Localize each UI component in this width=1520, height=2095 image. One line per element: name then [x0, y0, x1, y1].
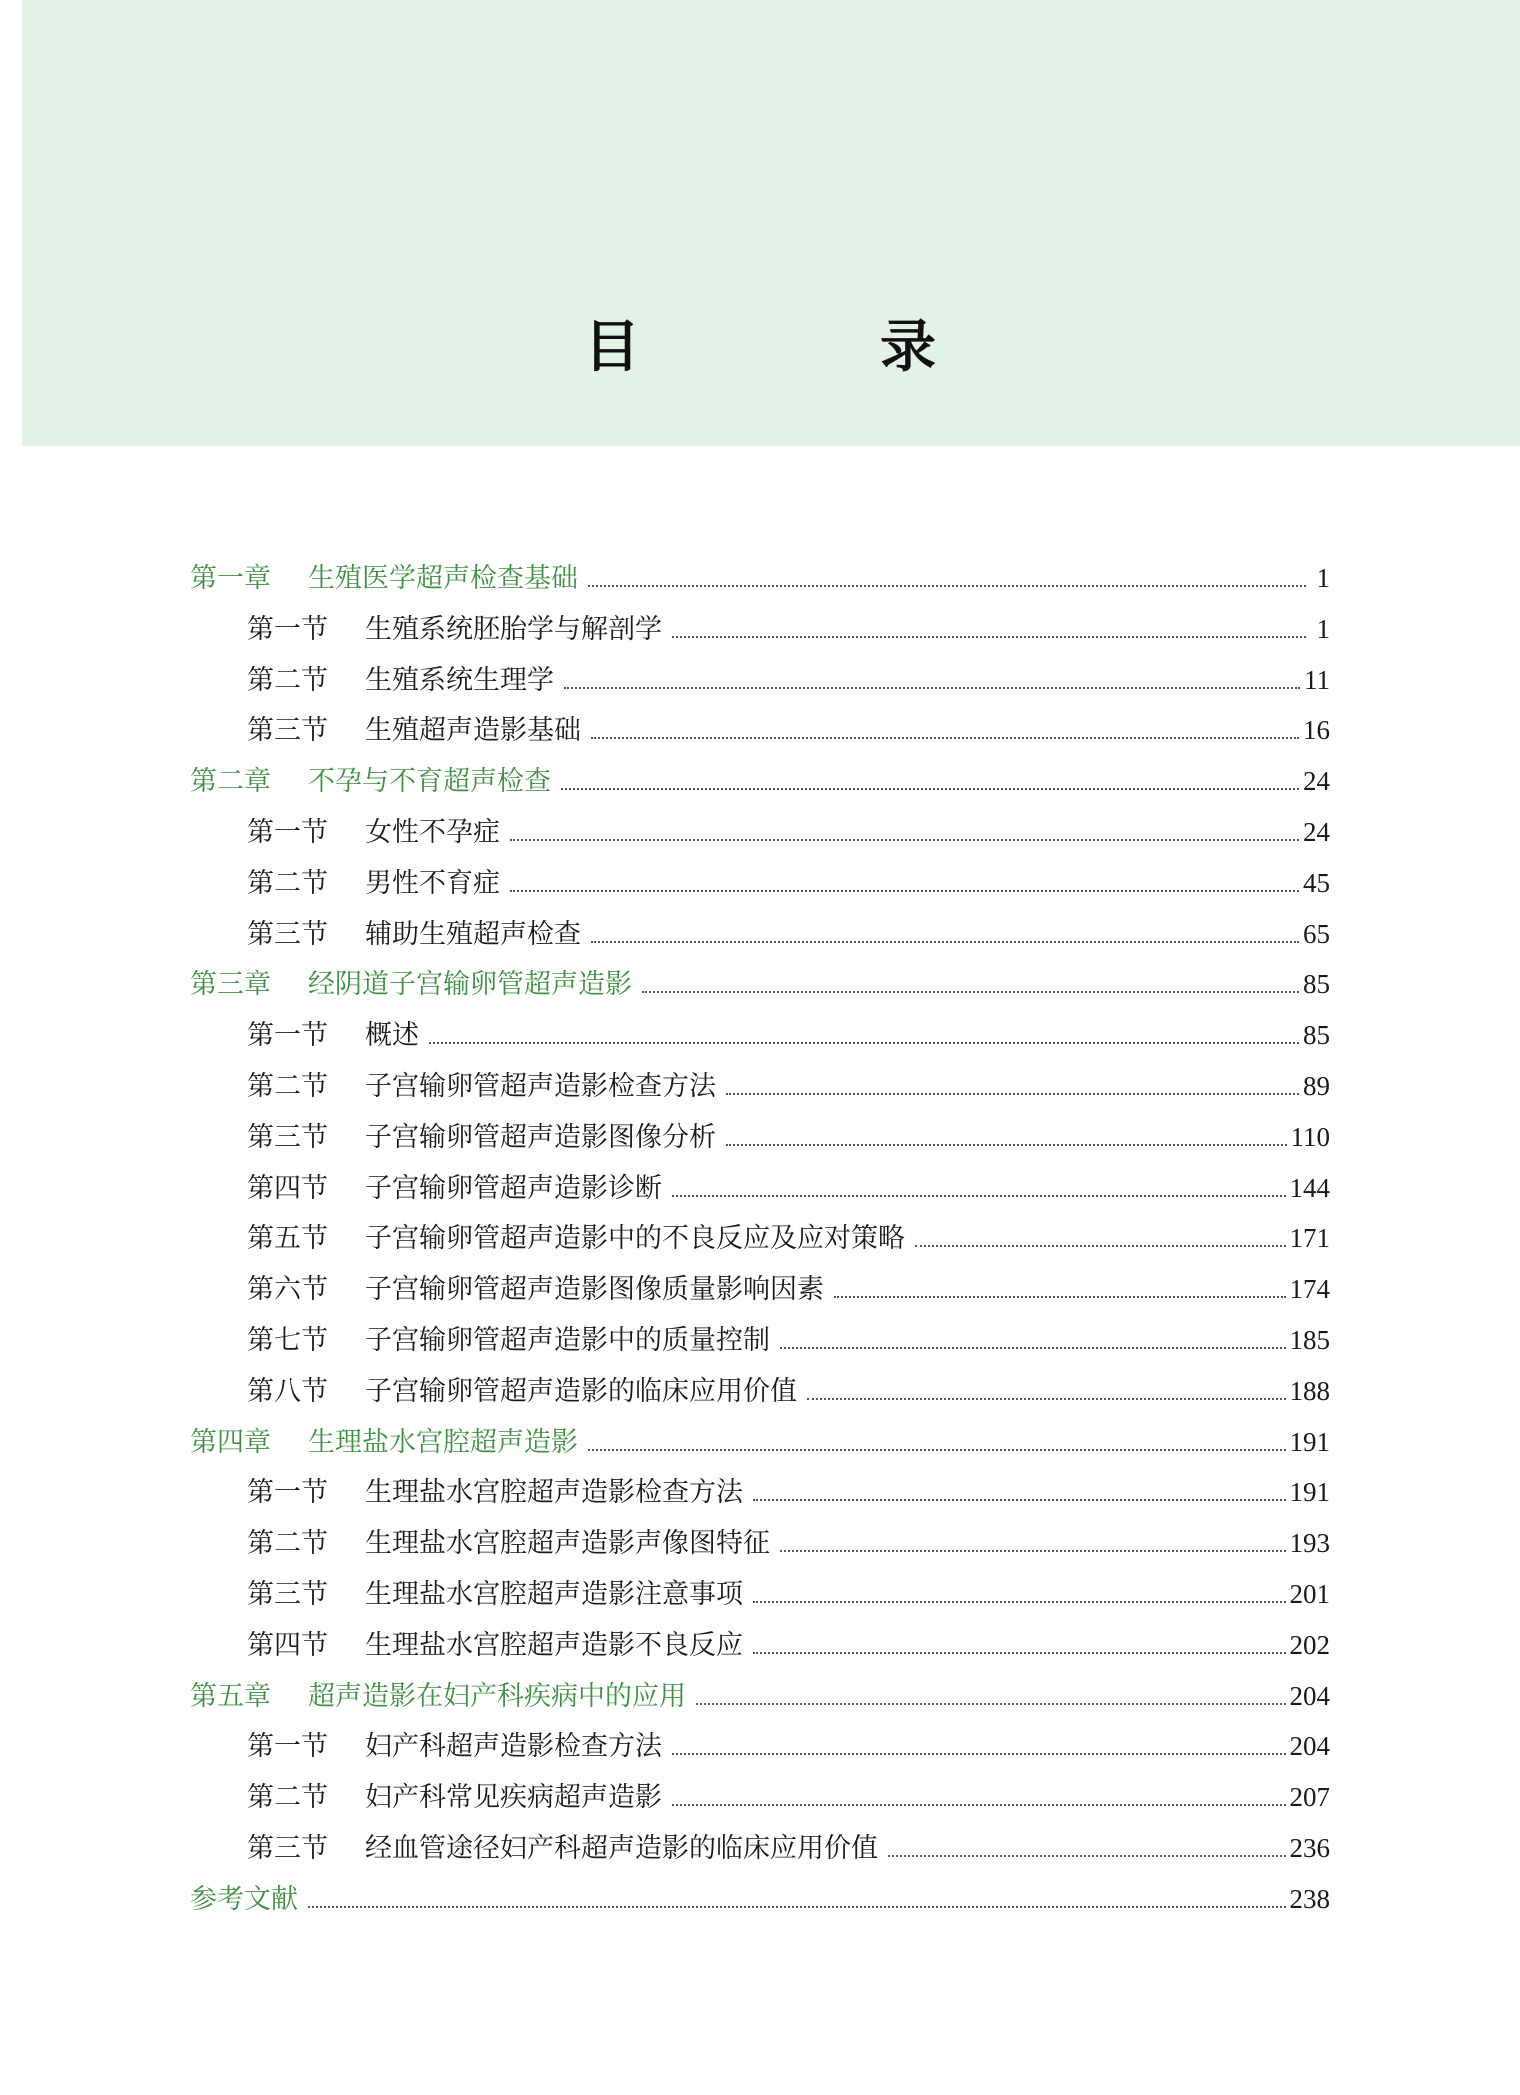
- dot-leader: [588, 1448, 1286, 1451]
- dot-leader: [753, 1498, 1286, 1501]
- toc-chapter-row[interactable]: [190, 1874, 1330, 1925]
- dot-leader: [807, 1397, 1286, 1400]
- page-number: 24: [1303, 766, 1330, 797]
- chapter-title: 参考文献: [190, 1883, 298, 1915]
- page-number: 11: [1304, 664, 1330, 695]
- section-number: 第七节: [247, 1324, 328, 1356]
- section-number: 第三节: [247, 918, 328, 950]
- chapter-number: 第二章: [190, 766, 271, 798]
- section-title: 生殖超声造影基础: [365, 715, 581, 747]
- dot-leader: [726, 1092, 1299, 1095]
- section-number: 第四节: [247, 1629, 328, 1661]
- toc-section-row[interactable]: [190, 1620, 1330, 1671]
- page-title: 目 录: [584, 314, 1028, 380]
- chapter-title: 超声造影在妇产科疾病中的应用: [308, 1680, 686, 1712]
- dot-leader: [726, 1143, 1287, 1146]
- section-number: 第一节: [247, 613, 328, 645]
- table-of-contents: [190, 553, 1330, 1925]
- toc-section-row[interactable]: [190, 1467, 1330, 1518]
- toc-section-row[interactable]: [190, 1264, 1330, 1315]
- chapter-title: 生理盐水宫腔超声造影: [308, 1426, 578, 1458]
- section-number: 第四节: [247, 1172, 328, 1204]
- toc-section-row[interactable]: [190, 1315, 1330, 1366]
- section-title: 男性不育症: [365, 867, 500, 899]
- section-number: 第二节: [247, 664, 328, 696]
- page-number: 174: [1289, 1274, 1330, 1305]
- section-number: 第五节: [247, 1223, 328, 1255]
- chapter-title: 不孕与不育超声检查: [308, 766, 551, 798]
- section-number: 第一节: [247, 1020, 328, 1052]
- page-number: 191: [1289, 1426, 1330, 1457]
- chapter-number: 第五章: [190, 1680, 271, 1712]
- toc-section-row[interactable]: [190, 705, 1330, 756]
- toc-chapter-row[interactable]: [190, 959, 1330, 1010]
- toc-section-row[interactable]: [190, 1366, 1330, 1417]
- chapter-number: 第三章: [190, 969, 271, 1001]
- page-number: 204: [1289, 1731, 1330, 1762]
- section-number: 第三节: [247, 1121, 328, 1153]
- toc-chapter-row[interactable]: [190, 553, 1330, 604]
- page-number: 24: [1303, 816, 1330, 847]
- page-number: 238: [1289, 1883, 1330, 1914]
- toc-section-row[interactable]: [190, 1213, 1330, 1264]
- section-title: 子宫输卵管超声造影的临床应用价值: [365, 1375, 797, 1407]
- dot-leader: [672, 1752, 1286, 1755]
- section-number: 第三节: [247, 1832, 328, 1864]
- page-number: 207: [1289, 1782, 1330, 1813]
- section-title: 生殖系统生理学: [365, 664, 554, 696]
- page-number: 85: [1303, 969, 1330, 1000]
- page-number: 188: [1289, 1375, 1330, 1406]
- page-number: 1: [1316, 613, 1330, 644]
- section-title: 生理盐水宫腔超声造影注意事项: [365, 1578, 743, 1610]
- toc-chapter-row[interactable]: [190, 756, 1330, 807]
- toc-section-row[interactable]: [190, 1010, 1330, 1061]
- page-number: 85: [1303, 1020, 1330, 1051]
- section-title: 子宫输卵管超声造影图像分析: [365, 1121, 716, 1153]
- toc-chapter-row[interactable]: [190, 1671, 1330, 1722]
- toc-section-row[interactable]: [190, 1772, 1330, 1823]
- section-number: 第二节: [247, 1782, 328, 1814]
- dot-leader: [915, 1244, 1286, 1247]
- dot-leader: [753, 1600, 1286, 1603]
- page-number: 171: [1289, 1223, 1330, 1254]
- section-number: 第一节: [247, 1731, 328, 1763]
- page-number: 89: [1303, 1070, 1330, 1101]
- section-title: 辅助生殖超声检查: [365, 918, 581, 950]
- toc-section-row[interactable]: [190, 1061, 1330, 1112]
- chapter-title: 生殖医学超声检查基础: [308, 563, 578, 594]
- toc-chapter-row[interactable]: [190, 1417, 1330, 1468]
- dot-leader: [753, 1651, 1286, 1654]
- section-number: 第二节: [247, 867, 328, 899]
- section-number: 第一节: [247, 816, 328, 848]
- dot-leader: [510, 838, 1299, 841]
- section-number: 第八节: [247, 1375, 328, 1407]
- section-title: 生理盐水宫腔超声造影不良反应: [365, 1629, 743, 1661]
- section-number: 第二节: [247, 1528, 328, 1560]
- page-number: 193: [1289, 1528, 1330, 1559]
- page-number: 65: [1303, 918, 1330, 949]
- toc-section-row[interactable]: [190, 1518, 1330, 1569]
- dot-leader: [561, 787, 1299, 790]
- page-number: 45: [1303, 867, 1330, 898]
- section-title: 子宫输卵管超声造影中的质量控制: [365, 1324, 770, 1356]
- page-number: 201: [1289, 1578, 1330, 1609]
- page-number: 202: [1289, 1629, 1330, 1660]
- section-number: 第三节: [247, 715, 328, 747]
- section-title: 概述: [365, 1020, 419, 1052]
- dot-leader: [642, 990, 1299, 993]
- page-number: 110: [1290, 1121, 1330, 1152]
- dot-leader: [696, 1702, 1286, 1705]
- dot-leader: [429, 1041, 1299, 1044]
- section-title: 子宫输卵管超声造影检查方法: [365, 1070, 716, 1102]
- toc-section-row[interactable]: [190, 858, 1330, 909]
- page-number: 1: [1316, 563, 1330, 593]
- dot-leader: [672, 1194, 1286, 1197]
- toc-section-row[interactable]: [190, 655, 1330, 706]
- dot-leader: [780, 1549, 1286, 1552]
- chapter-number: 第四章: [190, 1426, 271, 1458]
- section-title: 女性不孕症: [365, 816, 500, 848]
- toc-section-row[interactable]: [190, 909, 1330, 960]
- dot-leader: [308, 1905, 1286, 1908]
- dot-leader: [588, 584, 1306, 587]
- page-number: 185: [1289, 1324, 1330, 1355]
- page-number: 16: [1303, 715, 1330, 746]
- dot-leader: [780, 1346, 1286, 1349]
- section-number: 第三节: [247, 1578, 328, 1610]
- section-number: 第一节: [247, 1477, 328, 1509]
- page-number: 191: [1289, 1477, 1330, 1508]
- dot-leader: [888, 1854, 1286, 1857]
- toc-section-row[interactable]: [190, 1569, 1330, 1620]
- dot-leader: [564, 686, 1300, 689]
- section-title: 生理盐水宫腔超声造影检查方法: [365, 1477, 743, 1509]
- dot-leader: [672, 1803, 1286, 1806]
- toc-section-row[interactable]: [190, 807, 1330, 858]
- section-title: 生理盐水宫腔超声造影声像图特征: [365, 1528, 770, 1560]
- page-number: 204: [1289, 1680, 1330, 1711]
- section-number: 第六节: [247, 1274, 328, 1306]
- section-title: 子宫输卵管超声造影诊断: [365, 1172, 662, 1204]
- dot-leader: [591, 940, 1299, 943]
- section-title: 生殖系统胚胎学与解剖学: [365, 613, 662, 645]
- section-number: 第二节: [247, 1070, 328, 1102]
- toc-section-row[interactable]: [190, 1163, 1330, 1214]
- toc-section-row[interactable]: [190, 604, 1330, 655]
- chapter-title: 经阴道子宫输卵管超声造影: [308, 969, 632, 1001]
- toc-section-row[interactable]: [190, 1112, 1330, 1163]
- dot-leader: [510, 889, 1299, 892]
- dot-leader: [834, 1295, 1286, 1298]
- chapter-number: 第一章: [190, 563, 271, 594]
- page-number: 144: [1289, 1172, 1330, 1203]
- dot-leader: [591, 736, 1299, 739]
- toc-section-row[interactable]: [190, 1823, 1330, 1874]
- section-title: 子宫输卵管超声造影图像质量影响因素: [365, 1274, 824, 1306]
- section-title: 经血管途径妇产科超声造影的临床应用价值: [365, 1832, 878, 1864]
- dot-leader: [672, 635, 1306, 638]
- section-title: 妇产科常见疾病超声造影: [365, 1782, 662, 1814]
- section-title: 妇产科超声造影检查方法: [365, 1731, 662, 1763]
- section-title: 子宫输卵管超声造影中的不良反应及应对策略: [365, 1223, 905, 1255]
- toc-section-row[interactable]: [190, 1721, 1330, 1772]
- page-number: 236: [1289, 1832, 1330, 1863]
